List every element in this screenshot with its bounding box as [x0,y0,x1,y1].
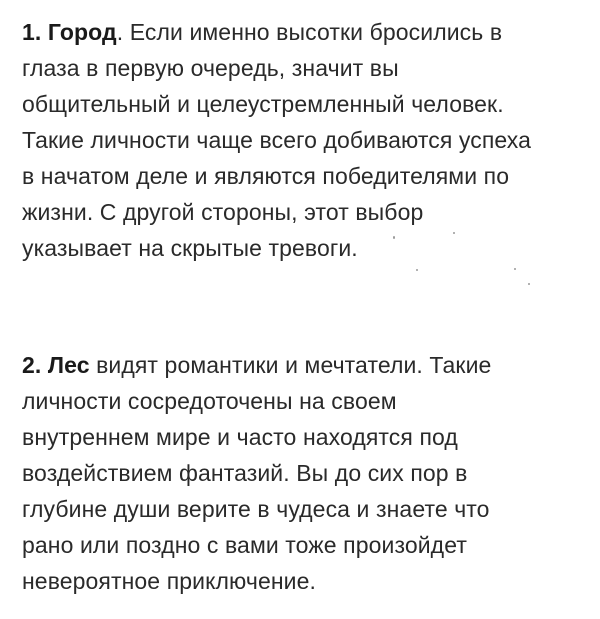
paragraph-line [22,14,592,50]
paragraph-line: общительный и целеустремленный человек. [22,91,504,117]
artifact-speck [416,269,418,271]
heading-forest: 2. Лес [22,352,90,378]
paragraph-text: . Если именно высотки бросились в [116,19,503,45]
artifact-speck [528,283,530,285]
paragraph-line: воздействием фантазий. Вы до сих пор в [22,460,468,486]
paragraph-line: невероятное приключение. [22,568,316,594]
heading-city: 1. Город [22,19,117,45]
artifact-speck [453,232,455,234]
paragraph-city [22,14,592,266]
paragraph-line: жизни. С другой стороны, этот выбор [22,199,424,225]
artifact-speck [514,268,516,270]
artifact-speck [393,236,395,239]
paragraph-line: глаза в первую очередь, значит вы [22,55,399,81]
paragraph-text: видят романтики и мечтатели. Такие [89,352,492,378]
paragraph-line: внутреннем мире и часто находятся под [22,424,458,450]
paragraph-line: рано или поздно с вами тоже произойдет [22,532,467,558]
paragraph-line: глубине души верите в чудеса и знаете что [22,496,490,522]
paragraph-line: Такие личности чаще всего добиваются успеха [22,127,532,153]
paragraph-line: в начатом деле и являются победителями по [22,163,510,189]
paragraph-line: личности сосредоточены на своем [22,388,397,414]
paragraph-line [22,347,592,383]
paragraph-line: указывает на скрытые тревоги. [22,235,358,261]
paragraph-forest [22,347,592,599]
